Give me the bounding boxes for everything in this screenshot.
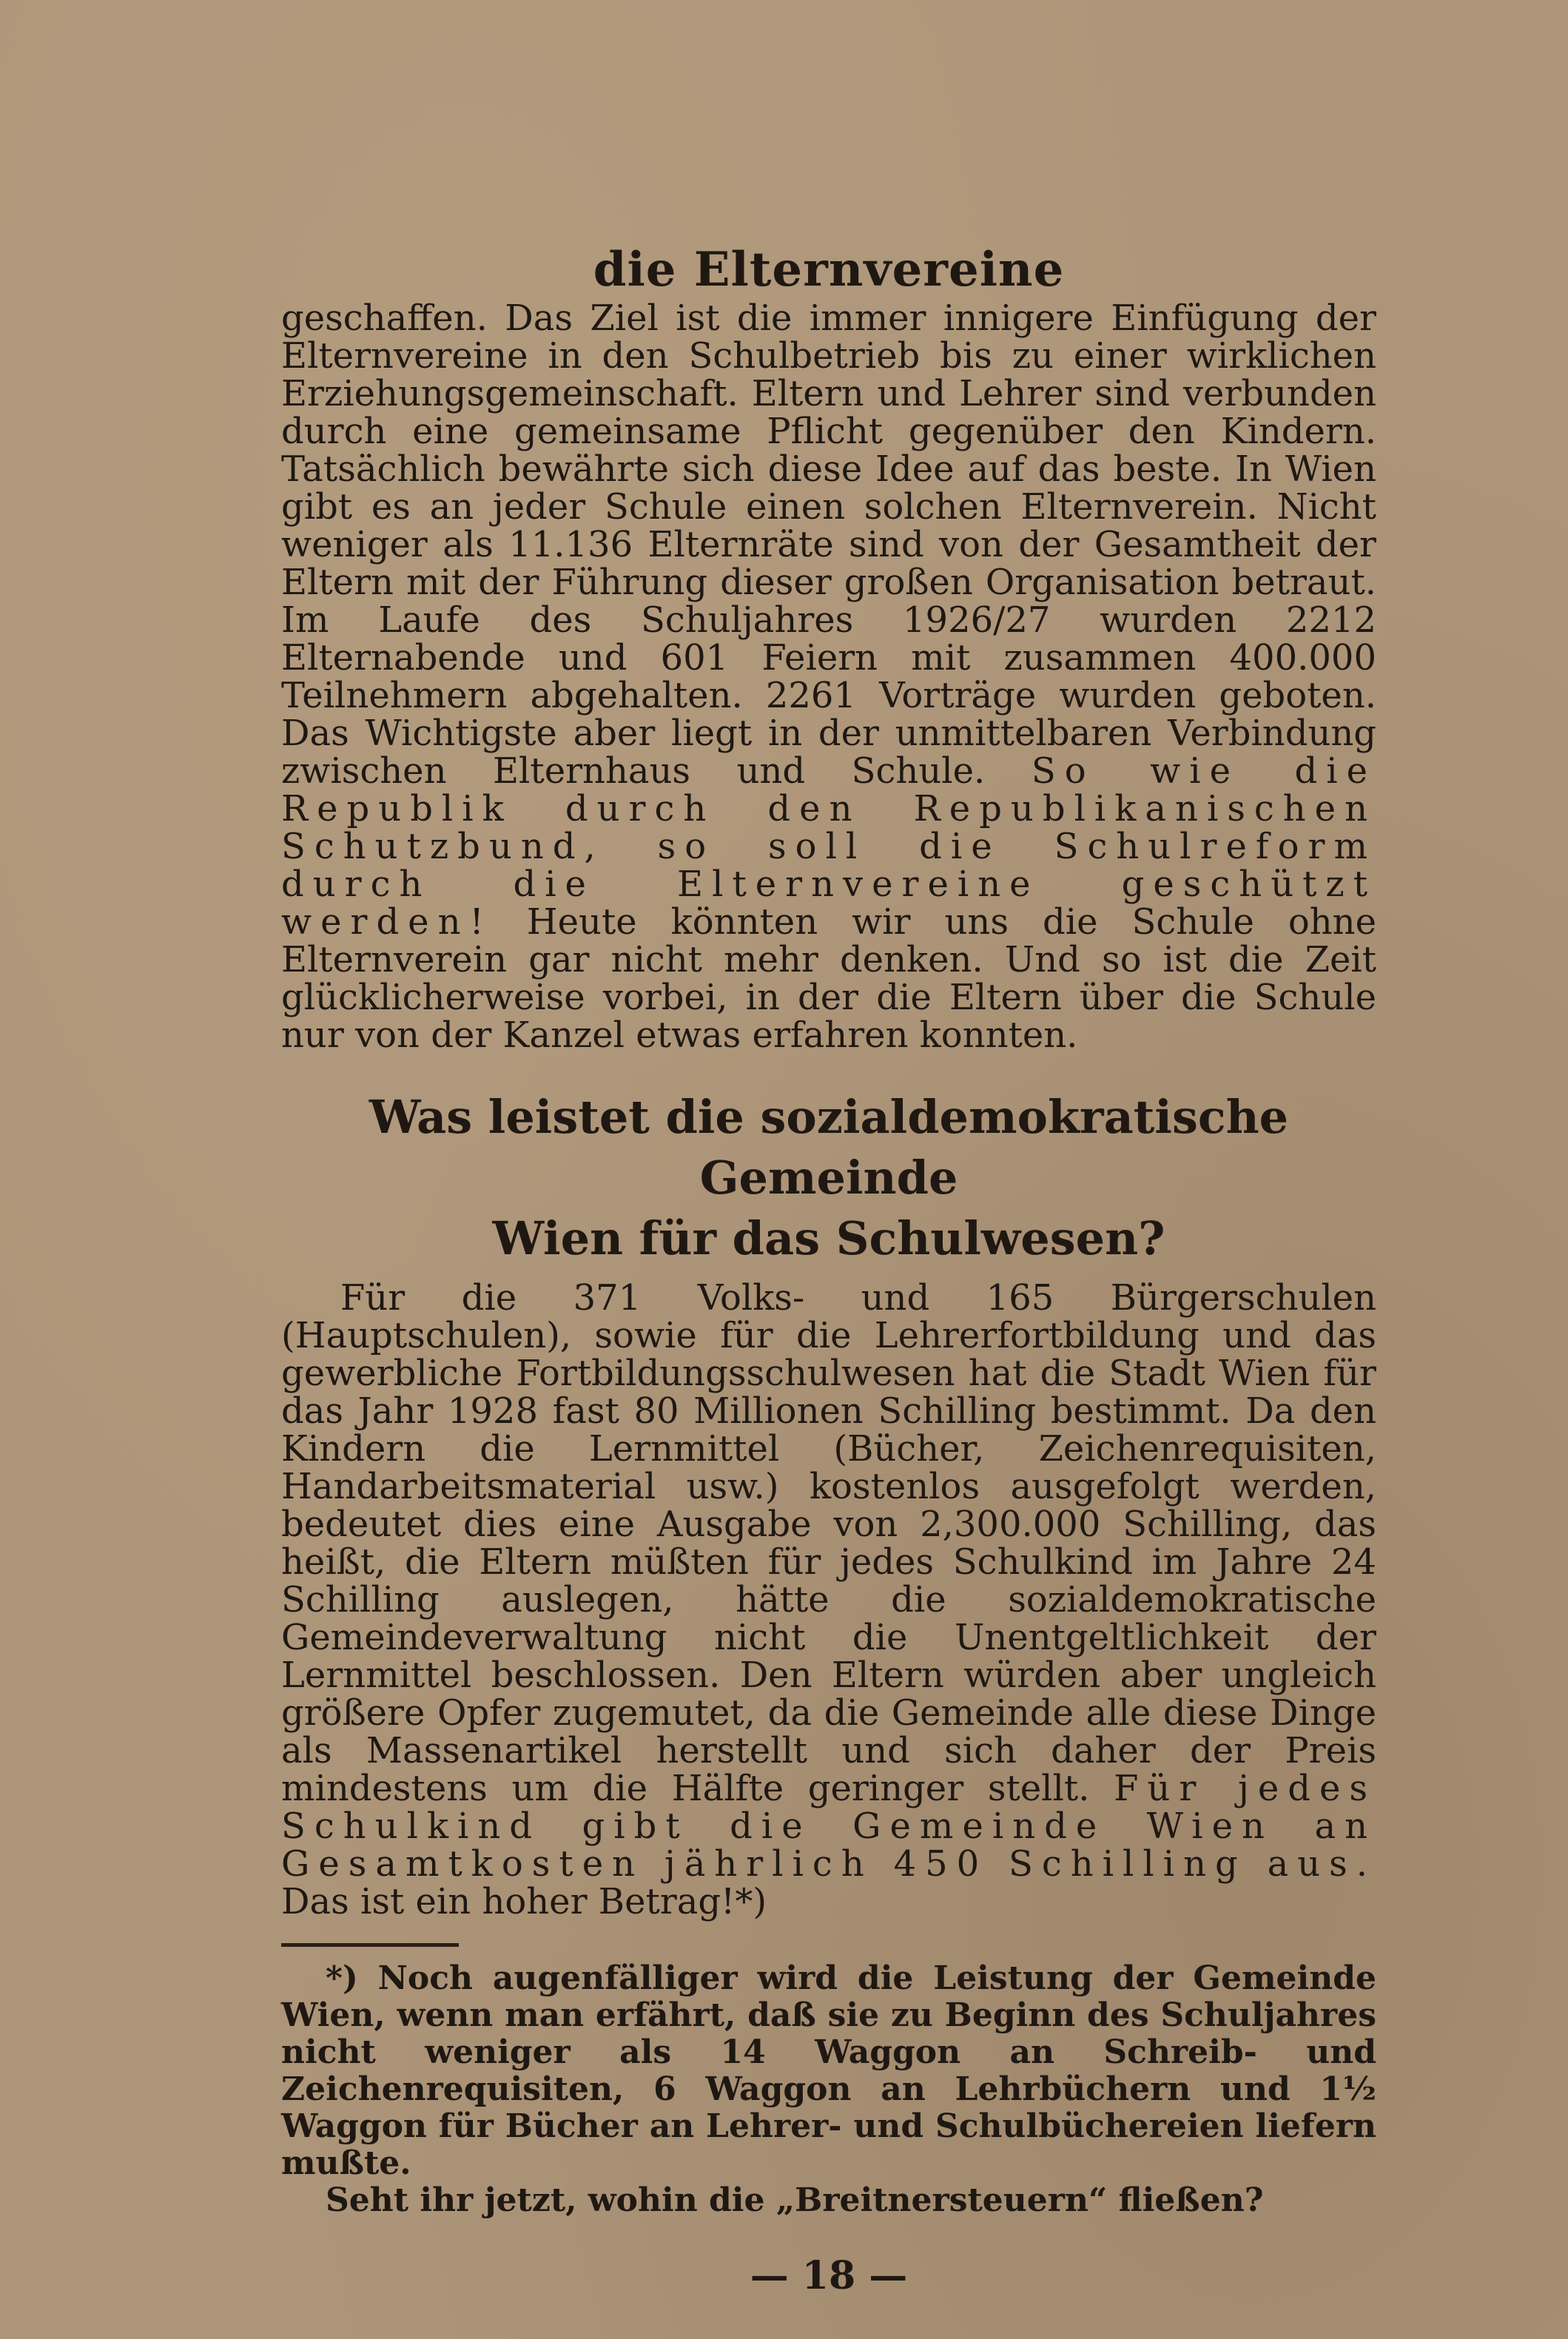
paragraph-text: geschaffen. Das Ziel ist die immer innigere Einfügung der Elternvereine in den Schulbetrieb bis zu einer wirklichen Erziehungsgemeinschaft. Eltern und Lehrer sind verbunden durch eine gemeinsame Pflicht gegenüber den Kindern. Tatsächlich bewährte sich diese Idee auf das beste. In Wien gibt es an jeder Schule einen solchen Elternverein. Nicht weniger als 11.136 Elternräte sind von der Gesamtheit der Eltern mit der Führung dieser großen Organisation betraut. Im Laufe des Schuljahres 1926/27 wurden 2212 Elternabende und 601 Feiern mit zusammen 400.000 Teilnehmern abgehalten. 2261 Vorträge wurden geboten. Das Wichtigste aber liegt in der unmittelbaren Verbindung zwischen Elternhaus und Schule. bbox=[281, 297, 1376, 792]
running-head: die Elternvereine bbox=[593, 242, 1065, 297]
footnote-closing: Seht ihr jetzt, wohin die „Breitnersteuern“ fließen? bbox=[326, 2181, 1264, 2219]
footnote: *) Noch augenfälliger wird die Leistung der Gemeinde Wien, wenn man erfährt, daß sie zu Beginn des Schuljahres nicht weniger als 14 Waggon an Schreib- und Zeichenrequisiten, 6 Waggon an Lehrbüchern und 1½ Waggon für Bücher an Lehrer- und Schulbüchereien liefern mußte. bbox=[281, 1959, 1376, 2182]
paragraph-text-end: Heute könnten wir uns die Schule ohne Elternverein gar nicht mehr denken. Und so ist die Zeit glücklicherweise vorbei, in der die Eltern über die Schule nur von der Kanzel etwas erfahren konnten. bbox=[281, 901, 1376, 1056]
heading-line-1: Was leistet die sozialdemokratische Gemeinde bbox=[369, 1090, 1289, 1205]
text-column bbox=[281, 240, 1376, 2298]
paragraph-text-end: Das ist ein hoher Betrag!*) bbox=[281, 1881, 767, 1922]
section-heading bbox=[281, 1087, 1376, 1269]
footnote-divider bbox=[281, 1943, 459, 1947]
heading-line-2: Wien für das Schulwesen? bbox=[492, 1211, 1165, 1265]
page-number: — 18 — bbox=[750, 2253, 908, 2298]
paragraph-elternvereine bbox=[281, 297, 1376, 1056]
paragraph-text: Für die 371 Volks- und 165 Bürgerschulen (Hauptschulen), sowie für die Lehrerfortbildung und das gewerbliche Fortbildungsschulwesen hat die Stadt Wien für das Jahr 1928 fast 80 Millionen Schilling bestimmt. Da den Kindern die Lernmittel (Bücher, Zeichenrequisiten, Handarbeitsmaterial usw.) kostenlos ausgefolgt werden, bedeutet dies eine Ausgabe von 2,300.000 Schilling, das heißt, die Eltern müßten für jedes Schulkind im Jahre 24 Schilling auslegen, hätte die sozialdemokratische Gemeindeverwaltung nicht die Unentgeltlichkeit der Lernmittel beschlossen. Den Eltern würden aber ungleich größere Opfer zugemutet, da die Gemeinde alle diese Dinge als Massenartikel herstellt und sich daher der Preis mindestens um die Hälfte geringer stellt. bbox=[281, 1277, 1376, 1809]
emphasized-text: Für jedes Schulkind gibt die Gemeinde Wien an Gesamtkosten jährlich 450 Schilling aus. bbox=[281, 1768, 1376, 1885]
paragraph-schulwesen bbox=[281, 1279, 1376, 1921]
emphasized-text: So wie die Republik durch den Republikanischen Schutzbund, so soll die Schulreform durch die Elternvereine geschützt werden! bbox=[281, 750, 1376, 943]
